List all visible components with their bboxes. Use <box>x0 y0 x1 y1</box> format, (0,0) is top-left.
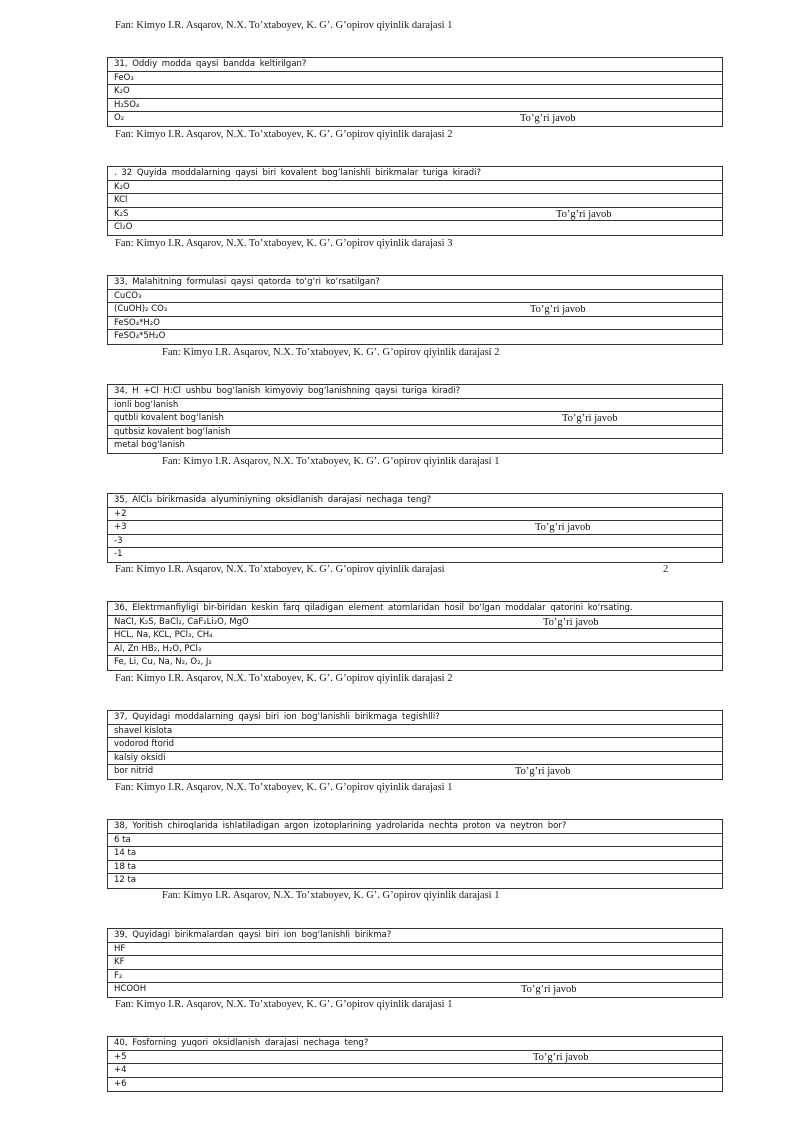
question-block-33 <box>107 275 723 345</box>
question-meta: Fan: Kimyo I.R. Asqarov, N.X. To’xtaboyev, K. G’. G’opirov qiyinlik darajasi 1 <box>162 890 500 901</box>
answer-option[interactable]: ionli bog‘lanish <box>108 399 722 413</box>
question-block-32 <box>107 166 723 236</box>
question-meta: Fan: Kimyo I.R. Asqarov, N.X. To’xtaboyev, K. G’. G’opirov qiyinlik darajasi 2 <box>115 129 453 140</box>
question-text: 39, Quyidagi birikmalardan qaysi biri ion bog‘lanishli birikma? <box>108 929 722 943</box>
answer-option[interactable] <box>108 303 722 317</box>
answer-option[interactable]: H₂SO₄ <box>108 99 722 113</box>
answer-option[interactable]: +4 <box>108 1064 722 1078</box>
answer-option[interactable] <box>108 765 722 779</box>
answer-option[interactable]: Fe, Li, Cu, Na, N₂, O₂, J₂ <box>114 657 212 668</box>
option-text: HCOOH <box>114 984 147 995</box>
answer-option[interactable]: KCl <box>108 194 722 208</box>
answer-option[interactable]: 18 ta <box>108 861 722 875</box>
answer-option[interactable]: +2 <box>108 508 722 522</box>
answer-option[interactable] <box>108 208 722 222</box>
option-text: +5 <box>114 1051 127 1062</box>
correct-answer-label: To’g’ri javob <box>535 522 591 534</box>
answer-option[interactable]: 14 ta <box>108 847 722 861</box>
question-block-31 <box>107 57 723 127</box>
option-text: +3 <box>114 522 127 533</box>
answer-option[interactable]: Al, Zn HB₂, H₂O, PCl₃ <box>108 643 722 657</box>
difficulty-level: 2 <box>663 564 669 575</box>
question-meta: Fan: Kimyo I.R. Asqarov, N.X. To’xtaboyev, K. G’. G’opirov qiyinlik darajasi 1 <box>162 456 500 467</box>
correct-answer-label: To’g’ri javob <box>543 616 599 628</box>
question-text: 37, Quyidagi moddalarning qaysi biri ion bog‘lanishli birikmaga tegishlli? <box>108 711 722 725</box>
question-meta: Fan: Kimyo I.R. Asqarov, N.X. To’xtaboyev, K. G’. G’opirov qiyinlik darajasi 1 <box>115 782 453 793</box>
correct-answer-label: To’g’ri javob <box>520 113 576 125</box>
answer-option[interactable]: -3 <box>108 535 722 549</box>
option-text: NaCl, K₂S, BaCl₂, CaF₂Li₂O, MgO <box>114 616 249 627</box>
answer-option[interactable]: HCL, Na, KCL, PCl₃, CH₄ <box>108 629 722 643</box>
answer-option[interactable]: FeO₃ <box>108 72 722 86</box>
answer-option[interactable] <box>108 412 722 426</box>
answer-option[interactable]: -1 <box>114 549 123 560</box>
option-text: bor nitrid <box>114 766 154 777</box>
correct-answer-label: To’g’ri javob <box>556 208 612 220</box>
option-text: O₂ <box>114 113 125 124</box>
question-meta: Fan: Kimyo I.R. Asqarov, N.X. To’xtaboyev, K. G’. G’opirov qiyinlik darajasi 3 <box>115 238 453 249</box>
answer-option[interactable]: K₂O <box>108 181 722 195</box>
option-text: qutbli kovalent bog‘lanish <box>114 413 224 424</box>
answer-option[interactable]: shavel kislota <box>108 725 722 739</box>
question-text: 33, Malahitning formulasi qaysi qatorda to‘g‘ri ko‘rsatilgan? <box>108 276 722 290</box>
correct-answer-label: To’g’ri javob <box>530 304 586 316</box>
answer-option[interactable] <box>108 616 722 630</box>
answer-option[interactable] <box>108 521 722 535</box>
answer-option[interactable]: Cl₂O <box>114 222 133 233</box>
answer-option[interactable]: qutbsiz kovalent bog‘lanish <box>108 426 722 440</box>
question-block-35 <box>107 493 723 563</box>
question-meta: Fan: Kimyo I.R. Asqarov, N.X. To’xtaboyev, K. G’. G’opirov qiyinlik darajasi 2 <box>115 673 453 684</box>
answer-option[interactable]: FeSO₄*5H₂O <box>114 331 166 342</box>
answer-option[interactable]: F₂ <box>108 970 722 984</box>
answer-option[interactable]: 6 ta <box>108 834 722 848</box>
question-block-34 <box>107 384 723 454</box>
question-text: 35, AlCl₃ birikmasida alyuminiyning oksidlanish darajasi nechaga teng? <box>108 494 722 508</box>
answer-option[interactable] <box>108 983 722 997</box>
question-meta: Fan: Kimyo I.R. Asqarov, N.X. To’xtaboyev, K. G’. G’opirov qiyinlik darajasi 2 <box>162 347 500 358</box>
answer-option[interactable] <box>108 112 722 126</box>
answer-option[interactable]: +6 <box>114 1078 127 1089</box>
question-text: 40, Fosforning yuqori oksidlanish darajasi nechaga teng? <box>108 1037 722 1051</box>
answer-option[interactable]: kalsiy oksidi <box>108 752 722 766</box>
correct-answer-label: To’g’ri javob <box>562 413 618 425</box>
question-text: . 32 Quyida moddalarning qaysi biri kovalent bog’lanishli birikmalar turiga kiradi? <box>108 167 722 181</box>
answer-option[interactable]: CuCO₃ <box>108 290 722 304</box>
correct-answer-label: To’g’ri javob <box>533 1051 589 1063</box>
answer-option[interactable]: HF <box>108 943 722 957</box>
correct-answer-label: To’g’ri javob <box>515 766 571 778</box>
question-meta: Fan: Kimyo I.R. Asqarov, N.X. To’xtaboyev, K. G’. G’opirov qiyinlik darajasi 1 <box>115 20 453 31</box>
question-text: 38, Yoritish chiroqlarida ishlatiladigan argon izotoplarining yadrolarida nechta proton va neytron bor? <box>108 820 722 834</box>
question-meta: Fan: Kimyo I.R. Asqarov, N.X. To’xtaboyev, K. G’. G’opirov qiyinlik darajasi 1 <box>115 999 453 1010</box>
answer-option[interactable]: metal bog‘lanish <box>114 440 185 451</box>
option-text: K₂S <box>114 208 129 219</box>
option-text: (CuOH)₂ CO₃ <box>114 304 168 315</box>
question-text: 31, Oddiy modda qaysi bandda keltirilgan? <box>108 58 722 72</box>
question-text: 34, H +Cl H:Cl ushbu bog‘lanish kimyoviy bog‘lanishning qaysi turiga kiradi? <box>108 385 722 399</box>
question-text: 36, Elektrmanfiyligi bir-biridan keskin farq qiladigan element atomlaridan hosil bo‘lgan moddalar qatorini ko‘rsating. <box>108 602 722 616</box>
question-block-38 <box>107 819 723 889</box>
correct-answer-label: To’g’ri javob <box>521 984 577 996</box>
question-block-36 <box>107 601 723 671</box>
answer-option[interactable]: KF <box>108 956 722 970</box>
question-block-40 <box>107 1036 723 1092</box>
question-block-39 <box>107 928 723 998</box>
answer-option[interactable]: vodorod ftorid <box>108 738 722 752</box>
answer-option[interactable]: K₂O <box>108 85 722 99</box>
question-block-37 <box>107 710 723 780</box>
answer-option[interactable]: FeSO₄*H₂O <box>108 317 722 331</box>
answer-option[interactable] <box>108 1051 722 1065</box>
answer-option[interactable]: 12 ta <box>114 875 137 886</box>
question-meta: Fan: Kimyo I.R. Asqarov, N.X. To’xtaboyev, K. G’. G’opirov qiyinlik darajasi <box>115 564 445 575</box>
